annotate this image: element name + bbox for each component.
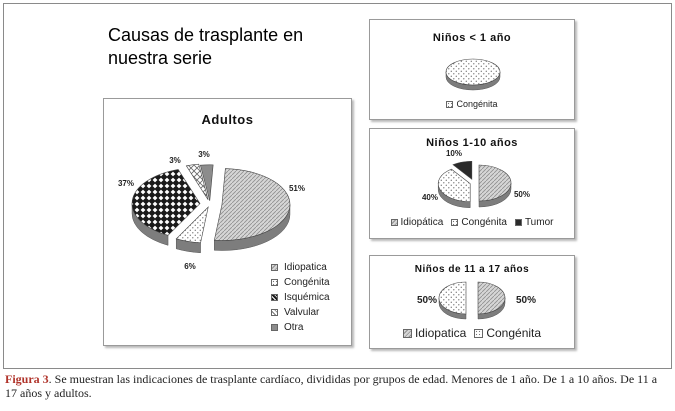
legend-label: Otra: [284, 322, 304, 333]
data-label: 51%: [288, 184, 306, 193]
data-label: 3%: [169, 156, 181, 165]
data-label: 6%: [184, 262, 196, 271]
swatch-congenita: [451, 219, 458, 226]
legend-item: [391, 217, 444, 228]
pie-slice-idiopatica: [478, 282, 505, 319]
swatch-valvular: [271, 309, 278, 316]
main-title-line1: Causas de trasplante en: [108, 25, 304, 45]
panel-ninos-1-10-title: Niños 1-10 años: [426, 137, 518, 149]
legend-label: Isquémica: [284, 292, 330, 303]
caption-text: . Se muestran las indicaciones de trasplante cardíaco, divididas por grupos de edad. Menores de 1 año. De 1 a 10 años. De 11 a 17 años y adultos.: [5, 372, 658, 400]
panel-ninos-menor-1-title: Niños < 1 año: [432, 32, 512, 44]
caption-label: Figura 3: [5, 372, 49, 386]
legend-item: [446, 99, 497, 109]
legend-item: [271, 320, 330, 335]
swatch-congenita: [271, 279, 278, 286]
legend-item: [403, 326, 466, 340]
legend-label: Congénita: [461, 217, 507, 228]
pie-slice-congnita: [446, 59, 500, 90]
swatch-isquemica: [271, 294, 278, 301]
pie-slice-idioptica: [479, 165, 511, 207]
data-label: 50%: [416, 295, 438, 306]
legend-item: [271, 260, 330, 275]
swatch-tumor: [515, 219, 522, 226]
swatch-congenita: [446, 101, 453, 108]
legend-item: [515, 217, 554, 228]
data-label: 50%: [515, 295, 537, 306]
legend-adultos: [271, 260, 330, 335]
swatch-idiopatica: [271, 264, 278, 271]
legend-label: Valvular: [284, 307, 320, 318]
legend-label: Idiopatica: [414, 326, 467, 340]
main-title-line2: nuestra serie: [108, 48, 213, 68]
legend-item: [474, 326, 541, 340]
legend-label: Congénita: [456, 99, 498, 109]
legend-label: Idiopática: [400, 217, 444, 228]
legend-ninos-1-10: [370, 217, 574, 228]
swatch-idiopatica: [403, 329, 412, 338]
swatch-idiopatica: [391, 219, 398, 226]
pie-slice-top: [446, 59, 500, 85]
legend-item: [271, 275, 330, 290]
legend-label: Congénita: [486, 326, 542, 340]
legend-item: [451, 217, 507, 228]
data-label: 40%: [421, 193, 439, 202]
main-title: [108, 24, 348, 70]
panel-ninos-1-10: [369, 128, 575, 239]
data-label: 50%: [513, 190, 531, 199]
panel-adultos-title: Adultos: [201, 112, 254, 127]
figure-caption: [5, 372, 670, 400]
data-label: 37%: [117, 179, 135, 188]
panel-ninos-menor-1: [369, 19, 575, 120]
panel-adultos: [103, 98, 352, 346]
legend-label: Idiopatica: [284, 262, 327, 273]
panel-ninos-11-17-title: Niños de 11 a 17 años: [414, 264, 530, 275]
pie-slice-idiopatica: [214, 169, 290, 251]
data-label: 3%: [198, 150, 210, 159]
swatch-congenita: [474, 329, 483, 338]
legend-item: [271, 290, 330, 305]
panel-ninos-11-17: [369, 255, 575, 349]
legend-label: Tumor: [524, 217, 554, 228]
data-label: 10%: [445, 149, 463, 158]
pie-slice-congnita: [438, 169, 470, 208]
pie-slice-congnita: [439, 282, 466, 319]
legend-label: Congénita: [284, 277, 330, 288]
legend-item: [271, 305, 330, 320]
swatch-otra: [271, 324, 278, 331]
legend-ninos-11-17: [370, 326, 574, 340]
legend-ninos-menor-1: [370, 99, 574, 109]
